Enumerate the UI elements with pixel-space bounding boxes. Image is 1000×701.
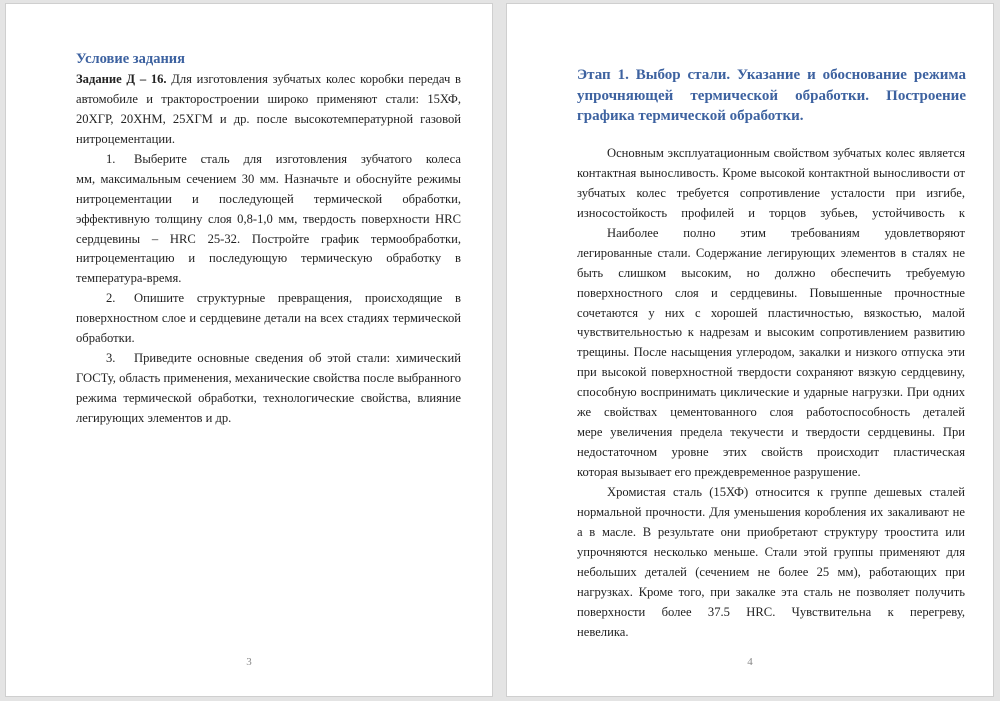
text-line (76, 150, 461, 170)
text-line: трещины. После насыщения углеродом, закалки и низкого отпуска эти (577, 345, 965, 360)
text-line (76, 329, 461, 349)
line-text: легирующих элементов и др. (76, 410, 232, 425)
line-text: эффективную толщину слоя 0,8-1,0 мм, твердость поверхности HRC (76, 211, 461, 226)
page-number: 3 (246, 656, 252, 668)
text-line (76, 170, 461, 190)
line-text: поверхностном слое и сердцевине детали на всех стадиях термической (76, 311, 461, 326)
text-line (76, 110, 461, 130)
section-body (577, 144, 965, 642)
text-line (76, 289, 461, 309)
line-text: мм, максимальным сечением 30 мм. Назначьте и обоснуйте режимы (76, 171, 461, 186)
text-line (76, 90, 461, 110)
text-line: Основным эксплуатационным свойством зубчатых колес является (607, 146, 965, 160)
text-line: Хромистая сталь (15ХФ) относится к группе дешевых сталей (607, 484, 965, 499)
line-text: режима термической обработки, технологические свойства, влияние (76, 391, 461, 405)
text-line: зубчатых колес требуется сопротивление усталости при изгибе, (577, 185, 965, 200)
heading-line: упрочняющей термической обработки. Построение (577, 87, 966, 104)
text-line: которая вызывает его преждевременное разрушение. (577, 465, 861, 479)
text-line: легированные стали. Содержание легирующих элементов в сталях не (577, 245, 965, 260)
text-line: недостаточном уровне этих свойств происходит пластическая (577, 445, 965, 460)
line-text: 20ХГР, 20ХНМ, 25ХГМ и др. после высокотемпературной газовой (76, 111, 461, 126)
text-line: сочетаются у них с хорошей пластичностью, вязкостью, малой (577, 305, 965, 320)
line-text: нитроцементации. (76, 131, 175, 146)
text-line: чувствительностью к надрезам и высоким сопротивлением развитию (577, 325, 965, 340)
heading-line: графика термической обработки. (577, 108, 804, 124)
text-line: небольших деталей (сечением не более 25 мм), работающих при (577, 564, 965, 579)
text-line (76, 269, 461, 289)
text-line: нагрузках. Кроме того, при закалке эта сталь не позволяет получить (577, 584, 965, 599)
text-line (76, 309, 461, 329)
line-text: обработки. (76, 331, 135, 346)
text-line (76, 389, 461, 409)
text-line: Наиболее полно этим требованиям удовлетворяют (607, 225, 965, 240)
text-line (76, 210, 461, 230)
text-line: поверхности более 37.5 HRC. Чувствительна к перегреву, (577, 604, 965, 619)
line-text: температура-время. (76, 271, 182, 286)
text-line: при высокой поверхностной твердости сохраняют вязкую сердцевину, (577, 365, 965, 380)
page-4 (506, 3, 994, 697)
page-3 (5, 3, 493, 697)
section-heading: Условие задания (76, 51, 185, 67)
text-line: контактная выносливость. Кроме высокой контактной выносливости от (577, 165, 965, 180)
section-heading (577, 65, 966, 127)
text-line (76, 369, 461, 389)
line-text: Приведите основные сведения об этой стали: химический (134, 351, 461, 366)
text-line (76, 70, 461, 90)
line-text: Для изготовления зубчатых колес коробки передач в (166, 72, 461, 86)
list-number: 3. (106, 351, 116, 366)
text-line: невелика. (577, 624, 629, 639)
text-line (76, 130, 461, 150)
text-line (76, 230, 461, 250)
page-number: 4 (747, 656, 753, 668)
text-line: быть слишком высоким, но должно обеспечить требуемую (577, 265, 965, 280)
text-line (76, 190, 461, 210)
text-line (76, 349, 461, 369)
list-number: 1. (106, 151, 116, 166)
text-line: же свойствах цементованного слоя работоспособность деталей (577, 405, 965, 420)
line-text: нитроцементацию и последующую термическую обработку в (76, 251, 461, 266)
text-line (76, 409, 461, 429)
text-line: нормальной прочности. Для уменьшения коробления их закаливают не (577, 504, 965, 519)
text-line: способную воспринимать циклические и ударные нагрузки. При одних (577, 385, 965, 400)
text-line (76, 249, 461, 269)
line-text: Выберите сталь для изготовления зубчатого колеса (134, 151, 461, 166)
line-text: сердцевины – HRC 25-32. Постройте график термообработки, (76, 231, 461, 246)
text-line: износостойкость профилей и торцов зубьев, устойчивость к (577, 205, 965, 220)
list-number: 2. (106, 291, 116, 306)
line-text: Опишите структурные превращения, происходящие в (134, 291, 461, 306)
text-line: упрочняются несколько меньше. Стали этой группы применяют для (577, 544, 965, 559)
text-line: а в масле. В результате они приобретают структуру троостита или (577, 524, 965, 539)
task-body (76, 70, 461, 429)
line-text: ГОСТу, область применения, механические свойства после выбранного (76, 371, 461, 386)
text-line: мере увеличения предела текучести и твердости сердцевины. При (577, 425, 965, 440)
line-text: автомобиле и тракторостроении широко применяют стали: 15ХФ, (76, 91, 461, 106)
text-line: поверхностного слоя и сердцевины. Повышенные прочностные (577, 285, 965, 300)
line-text: нитроцементации и последующей термической обработки, (76, 191, 461, 206)
task-label: Задание Д – 16. (76, 72, 167, 86)
heading-line: Этап 1. Выбор стали. Указание и обоснование режима (577, 67, 966, 83)
